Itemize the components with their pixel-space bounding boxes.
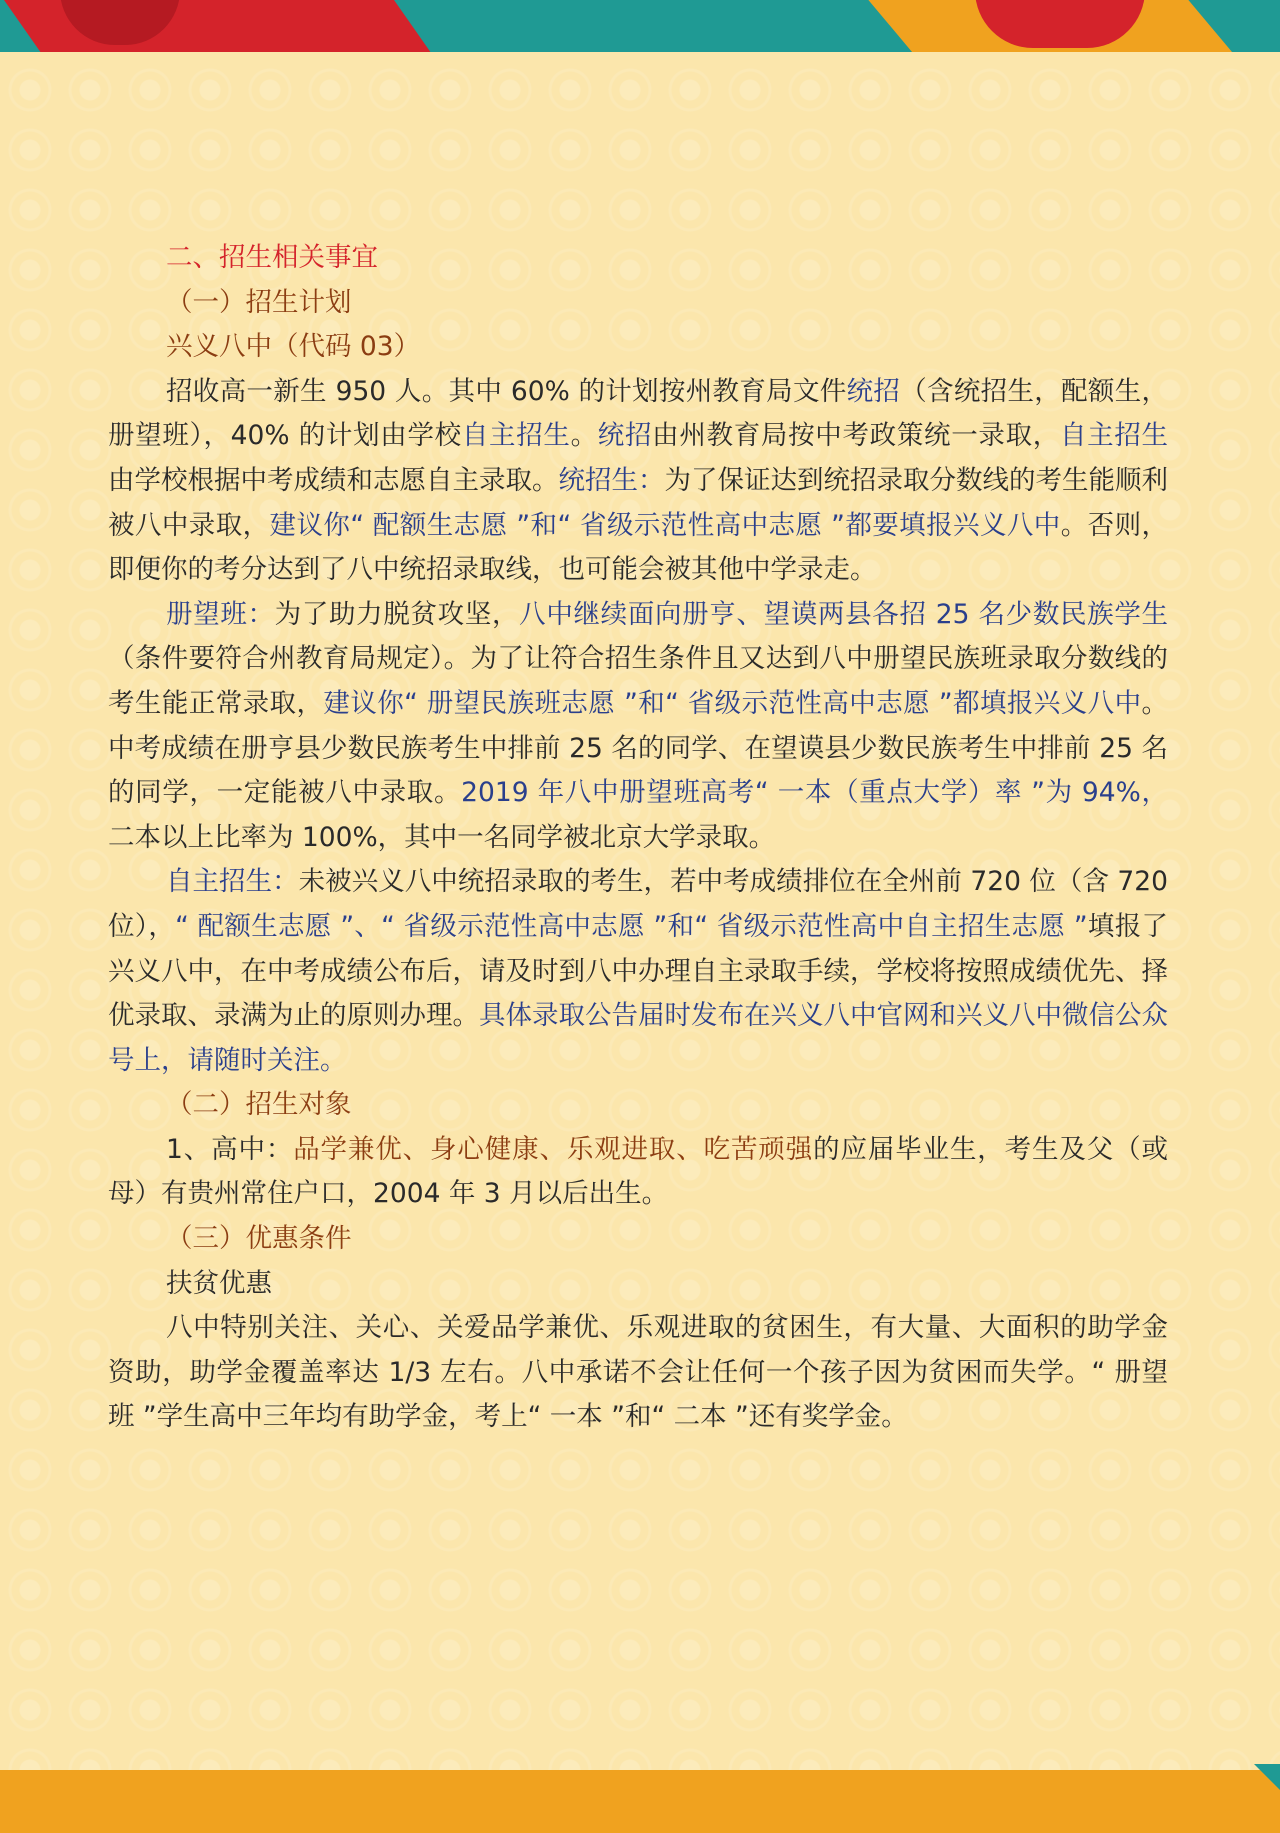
benefits-heading: （三）优惠条件 — [166, 1223, 352, 1255]
plan-paragraph-2: 册望班：为了助力脱贫攻坚，八中继续面向册亨、望谟两县各招 25 名少数民族学生（条件要符合州教育局规定）。为了让符合招生条件且又达到八中册望民族班录取分数线的考生能正常录取，建议你“ 册望民族班志愿 ”和“ 省级示范性高中志愿 ”都填报兴义八中。中考成绩在册亨县少数民族考生中排前 25 名的同学、在望谟县少数民族考生中排前 25 名的同学，一定能被八中录取。2019 年八中册望班高考“ 一本（重点大学）率 ”为 94%，二本以上比率为 100%，其中一名同学被北京大学录取。 — [108, 598, 1169, 853]
plan-paragraph-3: 自主招生：未被兴义八中统招录取的考生，若中考成绩排位在全州前 720 位（含 720 位），“ 配额生志愿 ”、“ 省级示范性高中志愿 ”和“ 省级示范性高中自主招生志愿 ”填报了兴义八中，在中考成绩公布后，请及时到八中办理自主录取手续，学校将按照成绩优先、择优录取、录满为止的原则办理。具体录取公告届时发布在兴义八中官网和兴义八中微信公众号上，请随时关注。 — [108, 866, 1169, 1076]
plan-paragraph-1: 招收高一新生 950 人。其中 60% 的计划按州教育局文件统招（含统招生，配额生，册望班），40% 的计划由学校自主招生。统招由州教育局按中考政策统一录取，自主招生由学校根据中考成绩和志愿自主录取。统招生：为了保证达到统招录取分数线的考生能顺利被八中录取，建议你“ 配额生志愿 ”和“ 省级示范性高中志愿 ”都要填报兴义八中。否则，即便你的考分达到了八中统招录取线，也可能会被其他中学录走。 — [108, 375, 1169, 586]
section-title: 二、招生相关事宜 — [166, 242, 378, 273]
benefits-paragraph: 八中特别关注、关心、关爱品学兼优、乐观进取的贫困生，有大量、大面积的助学金资助，助学金覆盖率达 1/3 左右。八中承诺不会让任何一个孩子因为贫困而失学。“ 册望班 ”学生高中三年均有助学金，考上“ 一本 ”和“ 二本 ”还有奖学金。 — [108, 1312, 1168, 1433]
target-heading: （二）招生对象 — [166, 1089, 352, 1121]
plan-heading: （一）招生计划 — [166, 286, 352, 318]
teal-corner-accent — [1254, 1764, 1280, 1790]
benefits-subheading: 扶贫优惠 — [166, 1267, 272, 1299]
top-decorative-band — [0, 0, 1280, 52]
bottom-decorative-band — [0, 1770, 1280, 1833]
school-name: 兴义八中（代码 03） — [166, 331, 421, 363]
target-paragraph: 1、高中：品学兼优、身心健康、乐观进取、吃苦顽强的应届毕业生，考生及父（或母）有贵州常住户口，2004 年 3 月以后出生。 — [108, 1133, 1168, 1210]
document-body — [108, 236, 1168, 1440]
